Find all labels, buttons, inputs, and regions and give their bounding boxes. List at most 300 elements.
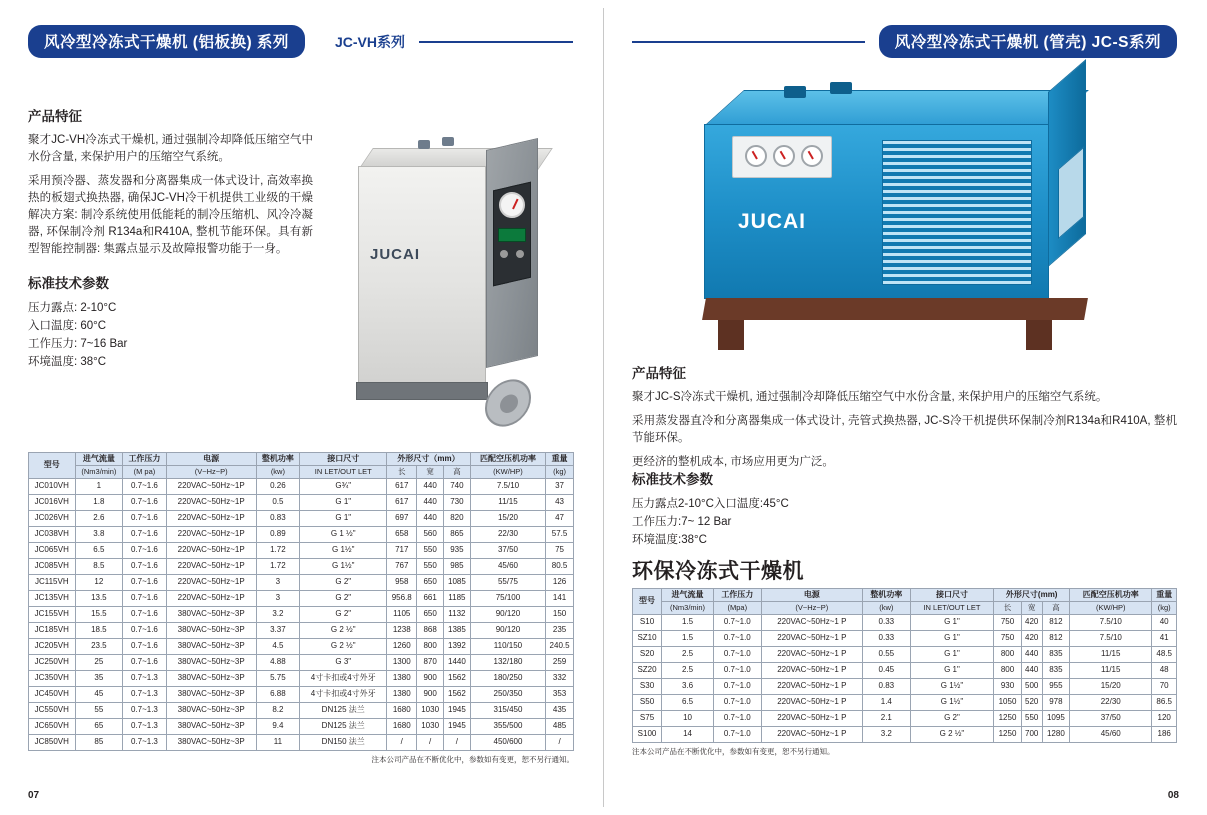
table-cell-10: 485 (546, 719, 574, 735)
table-row (633, 727, 1177, 743)
table-cell-2: 0.7~1.6 (123, 575, 167, 591)
vh-knob-icon (500, 250, 508, 258)
vh-inlet-port-icon (418, 140, 430, 149)
table-cell-5: G 1" (300, 495, 387, 511)
table-cell-3: 220VAC~50Hz~1 P (761, 663, 862, 679)
table-cell-3: 220VAC~50Hz~1 P (761, 647, 862, 663)
s-leg-left (718, 320, 744, 350)
table-row (633, 663, 1177, 679)
table-cell-6: 1300 (387, 655, 417, 671)
s-th-total-power: 整机功率 (863, 589, 911, 602)
table-cell-5: G 1" (910, 647, 994, 663)
s-th2-comp-unit: (KW/HP) (1070, 602, 1152, 615)
table-row (633, 615, 1177, 631)
table-cell-7: / (417, 735, 444, 751)
table-cell-6: 1250 (994, 711, 1021, 727)
table-cell-8: 865 (444, 527, 471, 543)
table-cell-7: 440 (417, 495, 444, 511)
table-cell-5: DN125 法兰 (300, 703, 387, 719)
table-cell-9: 7.5/10 (1070, 631, 1152, 647)
table-cell-0: JC185VH (29, 623, 76, 639)
table-cell-7: 550 (417, 543, 444, 559)
table-cell-6: 1260 (387, 639, 417, 655)
table-cell-0: JC085VH (29, 559, 76, 575)
table-cell-7: 550 (417, 559, 444, 575)
table-row (29, 719, 574, 735)
table-cell-5: G¾" (300, 479, 387, 495)
table-cell-6: 1380 (387, 687, 417, 703)
s-base-skirt (702, 298, 1088, 320)
vh-th2-length: 长 (387, 466, 417, 479)
table-cell-0: JC450VH (29, 687, 76, 703)
s-dryer-illustration (634, 62, 1154, 357)
table-cell-0: JC850VH (29, 735, 76, 751)
table-cell-1: 18.5 (75, 623, 123, 639)
s-control-panel (732, 136, 832, 178)
table-row (29, 639, 574, 655)
table-cell-6: 1250 (994, 727, 1021, 743)
table-cell-10: 48.5 (1152, 647, 1177, 663)
table-cell-6: 800 (994, 647, 1021, 663)
table-cell-1: 6.5 (662, 695, 714, 711)
table-cell-4: 0.33 (863, 631, 911, 647)
table-cell-7: 900 (417, 687, 444, 703)
table-row (29, 575, 574, 591)
table-cell-4: 0.5 (256, 495, 300, 511)
table-row (29, 703, 574, 719)
vh-knob-icon-2 (516, 250, 524, 258)
table-cell-5: G 1" (300, 511, 387, 527)
table-cell-0: JC650VH (29, 719, 76, 735)
table-cell-5: DN150 法兰 (300, 735, 387, 751)
table-cell-2: 0.7~1.3 (123, 719, 167, 735)
table-row (29, 591, 574, 607)
table-cell-1: 3.8 (75, 527, 123, 543)
table-cell-6: / (387, 735, 417, 751)
table-row (29, 655, 574, 671)
table-cell-2: 0.7~1.6 (123, 655, 167, 671)
left-spec-line-1: 压力露点: 2-10°C (28, 302, 117, 314)
table-cell-4: 9.4 (256, 719, 300, 735)
table-cell-10: 86.5 (1152, 695, 1177, 711)
table-cell-1: 85 (75, 735, 123, 751)
table-cell-9: 45/60 (470, 559, 545, 575)
table-cell-10: / (546, 735, 574, 751)
table-cell-3: 220VAC~50Hz~1P (166, 495, 256, 511)
vh-dryer-illustration (330, 128, 565, 428)
table-cell-9: 315/450 (470, 703, 545, 719)
table-cell-9: 250/350 (470, 687, 545, 703)
table-cell-4: 4.88 (256, 655, 300, 671)
table-cell-10: 37 (546, 479, 574, 495)
table-cell-8: 835 (1042, 663, 1069, 679)
table-cell-5: G 2" (300, 607, 387, 623)
table-cell-8: 820 (444, 511, 471, 527)
table-cell-5: G 2" (910, 711, 994, 727)
right-page-number: 08 (1167, 790, 1179, 801)
table-cell-0: JC205VH (29, 639, 76, 655)
table-cell-3: 220VAC~50Hz~1P (166, 559, 256, 575)
table-cell-1: 2.5 (662, 663, 714, 679)
table-cell-5: G 1½" (910, 695, 994, 711)
table-cell-7: 440 (417, 479, 444, 495)
vh-th-model: 型号 (29, 453, 76, 479)
right-features-heading: 产品特征 (632, 366, 686, 381)
table-cell-4: 0.83 (256, 511, 300, 527)
s-top-face (704, 90, 1089, 126)
table-cell-9: 55/75 (470, 575, 545, 591)
table-cell-3: 220VAC~50Hz~1 P (761, 711, 862, 727)
vh-th2-weight-unit: (kg) (546, 466, 574, 479)
table-row (29, 479, 574, 495)
table-cell-0: S30 (633, 679, 662, 695)
vh-display-screen (498, 228, 526, 242)
table-cell-0: S20 (633, 647, 662, 663)
left-spec-line-4: 环境温度: 38°C (28, 356, 107, 368)
table-cell-9: 7.5/10 (470, 479, 545, 495)
s-th-power-supply: 电源 (761, 589, 862, 602)
vh-th2-comp-unit: (KW/HP) (470, 466, 545, 479)
s-table-note: 注本公司产品在不断优化中，参数如有变更，恕不另行通知。 (632, 747, 835, 756)
table-cell-8: / (444, 735, 471, 751)
table-cell-7: 870 (417, 655, 444, 671)
vh-header-row-1 (29, 453, 574, 466)
table-row (29, 495, 574, 511)
table-cell-1: 12 (75, 575, 123, 591)
table-cell-4: 0.45 (863, 663, 911, 679)
table-cell-4: 11 (256, 735, 300, 751)
vh-table-note: 注本公司产品在不断优化中，参数如有变更，恕不另行通知。 (371, 755, 574, 764)
table-cell-1: 23.5 (75, 639, 123, 655)
s-air-grille (882, 140, 1032, 285)
table-cell-10: 75 (546, 543, 574, 559)
vh-pressure-gauge-icon (499, 192, 525, 218)
table-row (633, 711, 1177, 727)
table-cell-8: 1385 (444, 623, 471, 639)
table-cell-4: 3.2 (256, 607, 300, 623)
right-specs-heading: 标准技术参数 (632, 472, 713, 487)
s-table-body (633, 615, 1177, 743)
right-banner-rule (632, 41, 865, 43)
table-cell-5: G 2 ½" (300, 639, 387, 655)
table-cell-7: 560 (417, 527, 444, 543)
vh-table-body (29, 479, 574, 751)
table-cell-1: 25 (75, 655, 123, 671)
table-cell-4: 3 (256, 591, 300, 607)
table-cell-3: 220VAC~50Hz~1 P (761, 727, 862, 743)
vh-th2-power-unit: (kw) (256, 466, 300, 479)
table-cell-7: 500 (1021, 679, 1042, 695)
vh-th-port-size: 接口尺寸 (300, 453, 387, 466)
s-gauge-icon-1 (745, 145, 767, 167)
table-cell-1: 6.5 (75, 543, 123, 559)
table-cell-6: 750 (994, 631, 1021, 647)
table-cell-8: 812 (1042, 615, 1069, 631)
table-cell-2: 0.7~1.6 (123, 543, 167, 559)
table-cell-7: 440 (417, 511, 444, 527)
table-cell-1: 2.5 (662, 647, 714, 663)
table-cell-6: 617 (387, 479, 417, 495)
table-cell-4: 0.33 (863, 615, 911, 631)
table-cell-5: G 1½" (300, 559, 387, 575)
vh-th-power-supply: 电源 (166, 453, 256, 466)
table-cell-10: 186 (1152, 727, 1177, 743)
table-row (29, 559, 574, 575)
table-cell-2: 0.7~1.6 (123, 559, 167, 575)
table-cell-1: 2.6 (75, 511, 123, 527)
table-row (29, 543, 574, 559)
s-th2-pressure-unit: (Mpa) (714, 602, 762, 615)
table-cell-8: 1392 (444, 639, 471, 655)
table-cell-8: 1132 (444, 607, 471, 623)
table-cell-10: 43 (546, 495, 574, 511)
table-cell-1: 1.5 (662, 631, 714, 647)
table-row (633, 647, 1177, 663)
table-cell-4: 6.88 (256, 687, 300, 703)
right-spec-line-2: 工作压力:7~ 12 Bar (632, 516, 732, 528)
table-cell-8: 1945 (444, 719, 471, 735)
s-th2-width: 宽 (1021, 602, 1042, 615)
table-cell-8: 955 (1042, 679, 1069, 695)
left-banner-rule (419, 41, 573, 43)
right-feature-paragraph-2: 采用蒸发器直冷和分离器集成一体式设计, 壳管式换热器, JC-S冷干机提供环保制冷剂R134a和R410A, 整机节能环保。 (632, 415, 1177, 444)
table-cell-6: 800 (994, 663, 1021, 679)
table-cell-5: G 2" (300, 575, 387, 591)
table-cell-9: 90/120 (470, 607, 545, 623)
table-cell-8: 1280 (1042, 727, 1069, 743)
vh-brand-logo: JUCAI (370, 246, 421, 263)
left-specs-heading: 标准技术参数 (28, 276, 109, 291)
table-cell-1: 14 (662, 727, 714, 743)
table-cell-9: 11/15 (1070, 663, 1152, 679)
table-cell-6: 1050 (994, 695, 1021, 711)
table-cell-9: 37/50 (470, 543, 545, 559)
table-cell-2: 0.7~1.0 (714, 647, 762, 663)
table-cell-4: 0.83 (863, 679, 911, 695)
s-inlet-port-icon (784, 86, 806, 98)
table-cell-0: JC026VH (29, 511, 76, 527)
left-page-number: 07 (28, 790, 40, 801)
vh-th2-supply-unit: (V~Hz~P) (166, 466, 256, 479)
table-cell-4: 4.5 (256, 639, 300, 655)
table-cell-7: 650 (417, 607, 444, 623)
table-cell-4: 1.72 (256, 543, 300, 559)
s-gauge-icon-2 (773, 145, 795, 167)
table-cell-6: 767 (387, 559, 417, 575)
table-cell-6: 956.8 (387, 591, 417, 607)
table-row (29, 607, 574, 623)
eco-section-title: 环保冷冻式干燥机 (632, 560, 804, 583)
table-cell-3: 220VAC~50Hz~1 P (761, 615, 862, 631)
table-cell-10: 259 (546, 655, 574, 671)
left-banner-title: 风冷型冷冻式干燥机 (铝板换) 系列 (28, 25, 305, 58)
table-cell-8: 730 (444, 495, 471, 511)
table-cell-2: 0.7~1.6 (123, 623, 167, 639)
left-spec-line-3: 工作压力: 7~16 Bar (28, 338, 128, 350)
table-cell-9: 90/120 (470, 623, 545, 639)
table-cell-3: 380VAC~50Hz~3P (166, 655, 256, 671)
table-cell-5: 4寸卡扣或4寸外牙 (300, 687, 387, 703)
vh-th-dimensions: 外形尺寸（mm） (387, 453, 471, 466)
s-header-row-2 (633, 602, 1177, 615)
table-cell-1: 55 (75, 703, 123, 719)
table-cell-5: G 3" (300, 655, 387, 671)
vh-fan-vent-icon (485, 375, 531, 432)
table-cell-9: 110/150 (470, 639, 545, 655)
table-cell-6: 958 (387, 575, 417, 591)
table-cell-5: G 1" (910, 615, 994, 631)
table-cell-4: 0.55 (863, 647, 911, 663)
s-leg-right (1026, 320, 1052, 350)
table-cell-6: 930 (994, 679, 1021, 695)
table-cell-3: 220VAC~50Hz~1P (166, 479, 256, 495)
table-cell-2: 0.7~1.3 (123, 687, 167, 703)
table-cell-0: JC065VH (29, 543, 76, 559)
table-cell-4: 3.37 (256, 623, 300, 639)
right-spec-line-1: 压力露点2-10°C入口温度:45°C (632, 498, 789, 510)
vh-th-compressor-power: 匹配空压机功率 (470, 453, 545, 466)
table-cell-0: SZ20 (633, 663, 662, 679)
table-cell-8: 1562 (444, 671, 471, 687)
vh-th-total-power: 整机功率 (256, 453, 300, 466)
table-cell-4: 8.2 (256, 703, 300, 719)
right-spec-line-3: 环境温度:38°C (632, 534, 707, 546)
table-cell-10: 48 (1152, 663, 1177, 679)
table-cell-6: 617 (387, 495, 417, 511)
vh-table-head (29, 453, 574, 479)
table-cell-2: 0.7~1.0 (714, 663, 762, 679)
table-cell-4: 0.89 (256, 527, 300, 543)
table-cell-1: 3.6 (662, 679, 714, 695)
table-cell-2: 0.7~1.6 (123, 639, 167, 655)
table-cell-9: 355/500 (470, 719, 545, 735)
table-cell-7: 550 (1021, 711, 1042, 727)
table-cell-6: 750 (994, 615, 1021, 631)
table-row (29, 511, 574, 527)
right-banner-title: 风冷型冷冻式干燥机 (管壳) JC-S系列 (879, 25, 1177, 58)
table-cell-9: 22/30 (1070, 695, 1152, 711)
table-cell-7: 800 (417, 639, 444, 655)
vh-front-face (358, 166, 486, 384)
table-row (29, 687, 574, 703)
table-cell-4: 5.75 (256, 671, 300, 687)
table-cell-1: 1 (75, 479, 123, 495)
table-cell-10: 80.5 (546, 559, 574, 575)
left-page (0, 0, 603, 815)
table-cell-8: 1185 (444, 591, 471, 607)
table-cell-1: 65 (75, 719, 123, 735)
table-cell-3: 380VAC~50Hz~3P (166, 687, 256, 703)
table-cell-0: JC016VH (29, 495, 76, 511)
table-cell-0: S100 (633, 727, 662, 743)
table-cell-9: 7.5/10 (1070, 615, 1152, 631)
table-cell-10: 141 (546, 591, 574, 607)
table-cell-9: 45/60 (1070, 727, 1152, 743)
table-cell-3: 380VAC~50Hz~3P (166, 623, 256, 639)
table-cell-2: 0.7~1.6 (123, 479, 167, 495)
table-cell-8: 1095 (1042, 711, 1069, 727)
table-cell-2: 0.7~1.6 (123, 607, 167, 623)
vh-th-weight: 重量 (546, 453, 574, 466)
table-cell-2: 0.7~1.3 (123, 671, 167, 687)
table-cell-10: 120 (1152, 711, 1177, 727)
table-cell-7: 1030 (417, 719, 444, 735)
table-cell-1: 10 (662, 711, 714, 727)
left-features-heading: 产品特征 (28, 109, 82, 124)
table-cell-7: 868 (417, 623, 444, 639)
table-cell-6: 658 (387, 527, 417, 543)
table-cell-6: 1680 (387, 719, 417, 735)
table-cell-2: 0.7~1.0 (714, 727, 762, 743)
s-th2-power-unit: (kw) (863, 602, 911, 615)
table-cell-9: 37/50 (1070, 711, 1152, 727)
table-cell-4: 3 (256, 575, 300, 591)
table-cell-5: G 1" (910, 631, 994, 647)
s-th-weight: 重量 (1152, 589, 1177, 602)
table-cell-1: 1.5 (662, 615, 714, 631)
table-row (633, 679, 1177, 695)
table-cell-4: 0.26 (256, 479, 300, 495)
table-cell-3: 380VAC~50Hz~3P (166, 639, 256, 655)
table-cell-4: 1.72 (256, 559, 300, 575)
vh-th2-port: IN LET/OUT LET (300, 466, 387, 479)
table-cell-5: G 1½" (910, 679, 994, 695)
table-cell-2: 0.7~1.0 (714, 679, 762, 695)
table-cell-0: JC038VH (29, 527, 76, 543)
vh-th2-height: 高 (444, 466, 471, 479)
left-banner-subtitle: JC-VH系列 (334, 33, 405, 50)
table-cell-10: 70 (1152, 679, 1177, 695)
table-cell-1: 15.5 (75, 607, 123, 623)
s-spec-table (632, 588, 1177, 743)
table-cell-8: 978 (1042, 695, 1069, 711)
table-cell-7: 420 (1021, 615, 1042, 631)
table-cell-1: 35 (75, 671, 123, 687)
table-cell-0: S10 (633, 615, 662, 631)
table-cell-10: 240.5 (546, 639, 574, 655)
table-cell-8: 1945 (444, 703, 471, 719)
vh-outlet-port-icon (442, 137, 454, 146)
table-cell-10: 435 (546, 703, 574, 719)
s-outlet-port-icon (830, 82, 852, 94)
table-cell-9: 22/30 (470, 527, 545, 543)
table-cell-0: S75 (633, 711, 662, 727)
table-cell-0: JC155VH (29, 607, 76, 623)
table-cell-2: 0.7~1.0 (714, 631, 762, 647)
s-th2-weight-unit: (kg) (1152, 602, 1177, 615)
table-cell-6: 717 (387, 543, 417, 559)
table-row (29, 527, 574, 543)
table-cell-8: 935 (444, 543, 471, 559)
table-cell-5: G 2" (300, 591, 387, 607)
table-cell-7: 440 (1021, 663, 1042, 679)
table-cell-1: 1.8 (75, 495, 123, 511)
table-cell-0: JC350VH (29, 671, 76, 687)
table-cell-7: 661 (417, 591, 444, 607)
table-cell-3: 220VAC~50Hz~1 P (761, 695, 862, 711)
table-cell-3: 220VAC~50Hz~1P (166, 575, 256, 591)
s-th2-flow-unit: (Nm3/min) (662, 602, 714, 615)
table-row (633, 695, 1177, 711)
table-cell-6: 1380 (387, 671, 417, 687)
table-cell-5: G 2 ½" (300, 623, 387, 639)
table-cell-9: 75/100 (470, 591, 545, 607)
s-th2-length: 长 (994, 602, 1021, 615)
table-cell-7: 900 (417, 671, 444, 687)
table-cell-9: 180/250 (470, 671, 545, 687)
table-cell-3: 220VAC~50Hz~1P (166, 527, 256, 543)
table-cell-0: SZ10 (633, 631, 662, 647)
